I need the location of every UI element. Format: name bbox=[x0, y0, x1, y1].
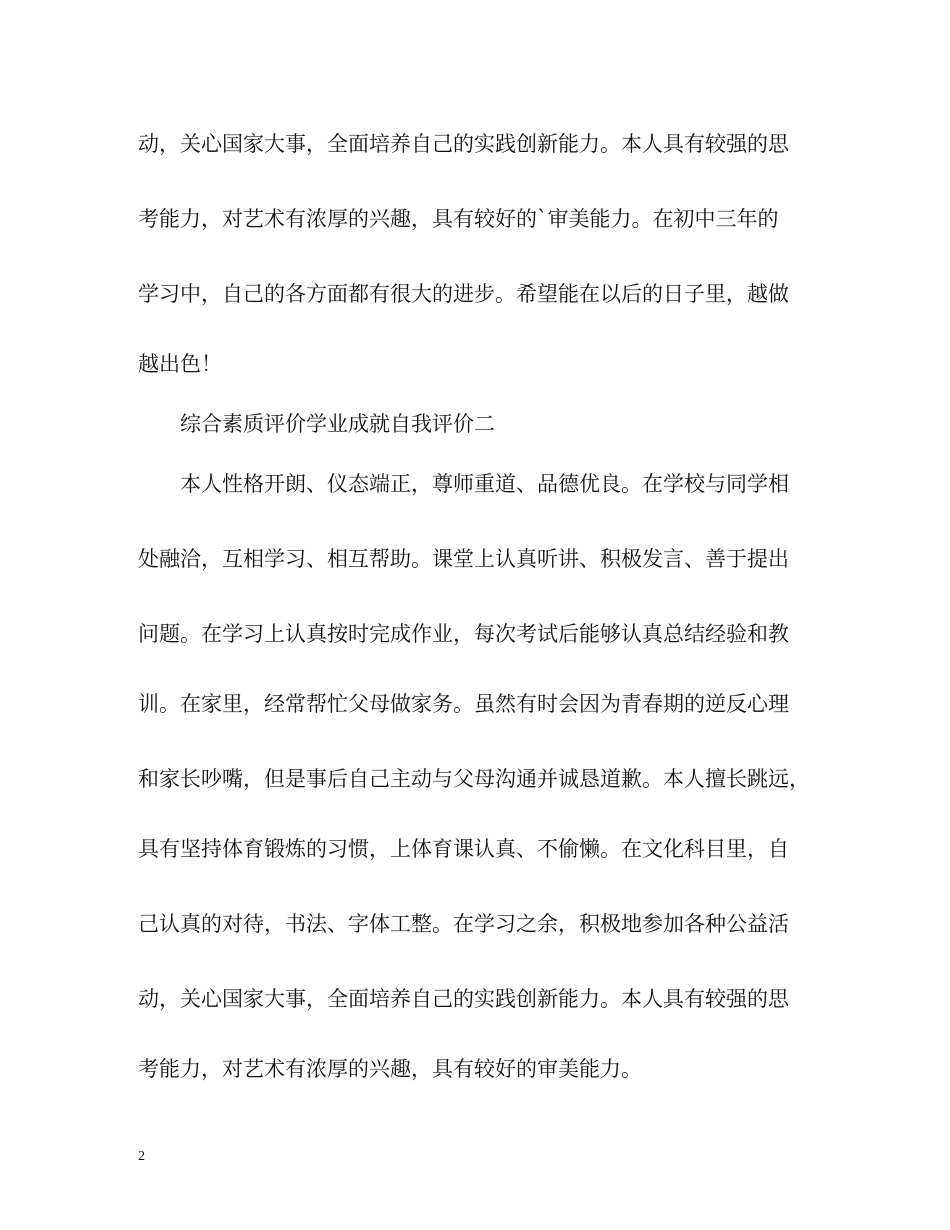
text-line-12: 己认真的对待，书法、字体工整。在学习之余，积极地参加各种公益活 bbox=[138, 912, 789, 936]
text-line-11: 具有坚持体育锻炼的习惯，上体育课认真、不偷懒。在文化科目里，自 bbox=[138, 837, 789, 861]
text-line-4: 越出色！ bbox=[138, 352, 222, 376]
text-line-2: 考能力，对艺术有浓厚的兴趣，具有较好的`审美能力。在初中三年的 bbox=[138, 207, 779, 231]
text-line-14: 考能力，对艺术有浓厚的兴趣，具有较好的审美能力。 bbox=[138, 1057, 642, 1081]
text-line-1: 动，关心国家大事，全面培养自己的实践创新能力。本人具有较强的思 bbox=[138, 132, 789, 156]
text-line-13: 动，关心国家大事，全面培养自己的实践创新能力。本人具有较强的思 bbox=[138, 987, 789, 1011]
text-line-8: 问题。在学习上认真按时完成作业，每次考试后能够认真总结经验和教 bbox=[138, 622, 789, 646]
text-line-3: 学习中，自己的各方面都有很大的进步。希望能在以后的日子里，越做 bbox=[138, 282, 789, 306]
text-line-10: 和家长吵嘴，但是事后自己主动与父母沟通并诚恳道歉。本人擅长跳远， bbox=[138, 767, 810, 791]
text-line-7: 处融洽，互相学习、相互帮助。课堂上认真听讲、积极发言、善于提出 bbox=[138, 547, 789, 571]
page-number: 2 bbox=[138, 1149, 145, 1164]
text-line-6: 本人性格开朗、仪态端正，尊师重道、品德优良。在学校与同学相 bbox=[180, 472, 789, 496]
text-line-9: 训。在家里，经常帮忙父母做家务。虽然有时会因为青春期的逆反心理 bbox=[138, 692, 789, 716]
section-heading: 综合素质评价学业成就自我评价二 bbox=[180, 412, 495, 436]
